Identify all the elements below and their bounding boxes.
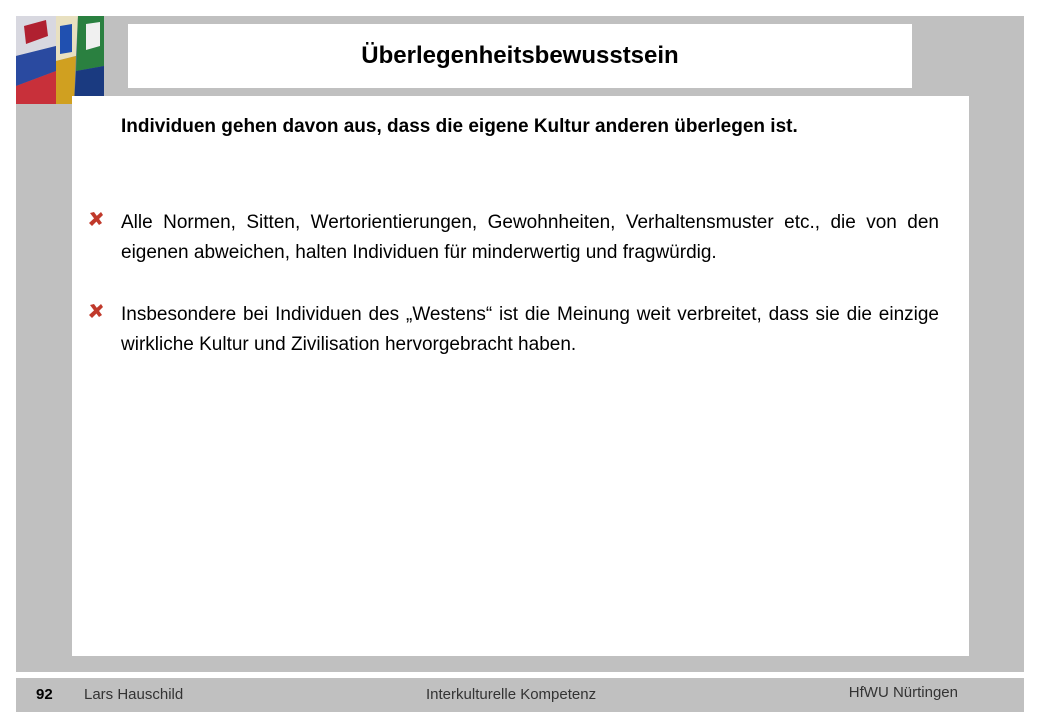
bullet-text: Insbesondere bei Individuen des „Westens“ ist die Meinung weit verbreitet, dass sie die einzige wirkliche Kultur und Zivilisation hervorgebracht haben.: [121, 304, 939, 355]
slide-title: Überlegenheitsbewusstsein: [361, 42, 679, 69]
author-name: Lars Hauschild: [84, 686, 184, 703]
content-area: [72, 96, 969, 656]
footer-bar: [16, 678, 1024, 712]
institution-name: HfWU Nürtingen: [848, 684, 958, 701]
x-mark-icon: [87, 210, 105, 228]
intro-statement: Individuen gehen davon aus, dass die eigene Kultur anderen überlegen ist.: [121, 116, 798, 137]
bullet-item: [121, 208, 939, 268]
slide-frame: [16, 16, 1024, 672]
flags-logo: [16, 16, 104, 104]
flags-image: [16, 16, 104, 104]
bullet-item: [121, 300, 939, 360]
page-number: 92: [36, 686, 53, 703]
title-box: [128, 24, 912, 88]
x-mark-icon: [87, 302, 105, 320]
course-title: Interkulturelle Kompetenz: [426, 686, 597, 703]
bullet-text: Alle Normen, Sitten, Wertorientierungen, Gewohnheiten, Verhaltensmuster etc., die von den eigenen abweichen, halten Individuen für minderwertig und fragwürdig.: [121, 212, 939, 263]
